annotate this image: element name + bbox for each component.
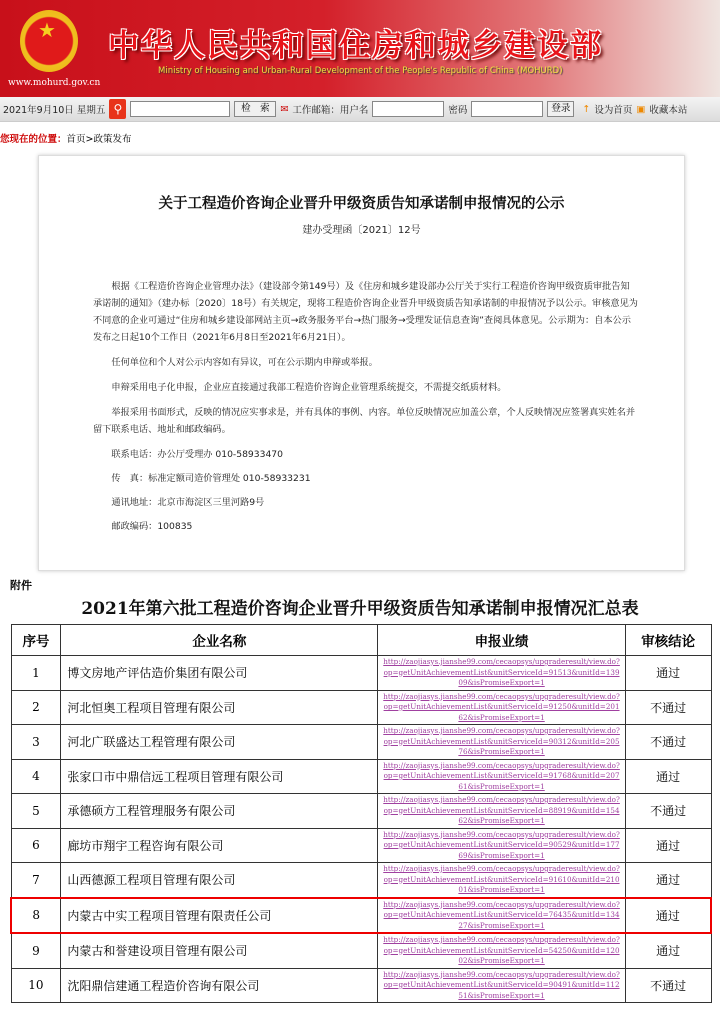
home-icon: ↑ xyxy=(582,103,591,115)
row-number: 9 xyxy=(11,933,61,968)
achievement-link[interactable]: http://zaojiasys.jianshe99.com/cecaopsys/upgraderesult/view.do?op=getUnitAchievementList&unitServiceId=88919&unitId=15462&isPromiseExport=1 xyxy=(378,794,625,829)
company-name: 沈阳鼎信建通工程造价咨询有限公司 xyxy=(61,968,378,1003)
contact-fax: 传 真：标准定额司造价管理处 010-58933231 xyxy=(111,473,311,484)
toolbar xyxy=(0,97,720,122)
notice-number: 建办受理函〔2021〕12号 xyxy=(302,225,421,236)
review-result: 通过 xyxy=(625,863,711,898)
row-number: 10 xyxy=(11,968,61,1003)
row-number: 8 xyxy=(11,898,61,934)
summary-title: 2021年第六批工程造价咨询企业晋升甲级资质告知承诺制申报情况汇总表 xyxy=(81,599,639,619)
row-number: 2 xyxy=(11,690,61,725)
breadcrumb xyxy=(0,131,131,145)
search-input[interactable] xyxy=(130,101,230,117)
row-number: 7 xyxy=(11,863,61,898)
contact-postcode: 邮政编码：100835 xyxy=(111,521,193,532)
company-name: 张家口市中鼎信远工程项目管理有限公司 xyxy=(61,759,378,794)
contact-phone: 联系电话：办公厅受理办 010-58933470 xyxy=(111,449,283,460)
national-emblem-logo: ★ xyxy=(20,10,78,72)
review-result: 不通过 xyxy=(625,725,711,760)
achievement-link[interactable]: http://zaojiasys.jianshe99.com/cecaopsys/upgraderesult/view.do?op=getUnitAchievementList&unitServiceId=91250&unitId=20162&isPromiseExport=1 xyxy=(378,690,625,725)
table-row xyxy=(11,968,711,1003)
company-name: 内蒙古和誉建设项目管理有限公司 xyxy=(61,933,378,968)
table-row xyxy=(11,656,711,691)
row-number: 6 xyxy=(11,828,61,863)
bookmark-icon: ▣ xyxy=(636,103,646,115)
search-icon[interactable]: ⚲ xyxy=(109,99,126,119)
paragraph: 申辩采用电子化申报，企业应直接通过我部工程造价咨询企业管理系统提交，不需提交纸质材料。 xyxy=(111,382,507,393)
row-number: 4 xyxy=(11,759,61,794)
company-name: 博文房地产评估造价集团有限公司 xyxy=(61,656,378,691)
site-url: www.mohurd.gov.cn xyxy=(8,78,101,88)
review-result: 通过 xyxy=(625,898,711,934)
column-header-achievement: 申报业绩 xyxy=(378,625,625,656)
company-name: 河北恒奥工程项目管理有限公司 xyxy=(61,690,378,725)
breadcrumb-label: 您现在的位置： xyxy=(0,134,67,145)
achievement-link[interactable]: http://zaojiasys.jianshe99.com/cecaopsys/upgraderesult/view.do?op=getUnitAchievementList&unitServiceId=90529&unitId=17769&isPromiseExport=1 xyxy=(378,828,625,863)
company-name: 承德硕方工程管理服务有限公司 xyxy=(61,794,378,829)
row-number: 1 xyxy=(11,656,61,691)
paragraph: 任何单位和个人对公示内容如有异议，可在公示期内申辩或举报。 xyxy=(111,357,378,368)
password-label: 密码 xyxy=(448,105,468,116)
achievement-link[interactable]: http://zaojiasys.jianshe99.com/cecaopsys/upgraderesult/view.do?op=getUnitAchievementList&unitServiceId=54250&unitId=12002&isPromiseExport=1 xyxy=(378,933,625,968)
breadcrumb-path[interactable]: 首页>政策发布 xyxy=(66,134,132,145)
mail-username-label: 工作邮箱：用户名 xyxy=(292,105,369,116)
column-header-company: 企业名称 xyxy=(61,625,378,656)
review-result: 不通过 xyxy=(625,968,711,1003)
company-name: 山西德源工程项目管理有限公司 xyxy=(61,863,378,898)
achievement-link[interactable]: http://zaojiasys.jianshe99.com/cecaopsys/upgraderesult/view.do?op=getUnitAchievementList&unitServiceId=91610&unitId=21001&isPromiseExport=1 xyxy=(378,863,625,898)
review-result: 通过 xyxy=(625,933,711,968)
review-result: 通过 xyxy=(625,759,711,794)
achievement-link[interactable]: http://zaojiasys.jianshe99.com/cecaopsys/upgraderesult/view.do?op=getUnitAchievementList&unitServiceId=90312&unitId=20576&isPromiseExport=1 xyxy=(378,725,625,760)
table-row xyxy=(11,725,711,760)
attachment-label: 附件 xyxy=(10,579,32,592)
table-row xyxy=(11,759,711,794)
site-title-en: Ministry of Housing and Urban-Rural Development of the People's Republic of China (MOHURD) xyxy=(158,66,563,76)
set-homepage-link[interactable]: 设为首页 xyxy=(594,105,633,116)
table-row xyxy=(11,863,711,898)
mail-icon: ✉ xyxy=(280,103,289,115)
achievement-link[interactable]: http://zaojiasys.jianshe99.com/cecaopsys/upgraderesult/view.do?op=getUnitAchievementList&unitServiceId=91768&unitId=20761&isPromiseExport=1 xyxy=(378,759,625,794)
table-row xyxy=(11,828,711,863)
company-name: 廊坊市翔宇工程咨询有限公司 xyxy=(61,828,378,863)
company-name: 内蒙古中实工程项目管理有限责任公司 xyxy=(61,898,378,934)
column-header-no: 序号 xyxy=(11,625,61,656)
table-row xyxy=(11,794,711,829)
table-row xyxy=(11,690,711,725)
review-result: 通过 xyxy=(625,828,711,863)
achievement-link[interactable]: http://zaojiasys.jianshe99.com/cecaopsys/upgraderesult/view.do?op=getUnitAchievementList&unitServiceId=76435&unitId=13427&isPromiseExport=1 xyxy=(378,898,625,934)
login-button[interactable]: 登录 xyxy=(547,101,574,117)
row-number: 5 xyxy=(11,794,61,829)
paragraph: 举报采用书面形式，反映的情况应实事求是，并有具体的事例、内容。单位反映情况应加盖公章，个人反映情况应签署真实姓名并留下联系电话、地址和邮政编码。 xyxy=(93,407,636,435)
row-number: 3 xyxy=(11,725,61,760)
achievement-link[interactable]: http://zaojiasys.jianshe99.com/cecaopsys/upgraderesult/view.do?op=getUnitAchievementList&unitServiceId=90491&unitId=11251&isPromiseExport=1 xyxy=(378,968,625,1003)
table-row xyxy=(11,898,711,934)
current-date: 2021年9月10日 星期五 xyxy=(3,105,106,116)
achievement-link[interactable]: http://zaojiasys.jianshe99.com/cecaopsys/upgraderesult/view.do?op=getUnitAchievementList&unitServiceId=91513&unitId=13909&isPromiseExport=1 xyxy=(378,656,625,691)
password-input[interactable] xyxy=(471,101,543,117)
username-input[interactable] xyxy=(372,101,444,117)
site-title-cn: 中华人民共和国住房和城乡建设部 xyxy=(108,28,603,64)
summary-table xyxy=(10,624,712,1003)
review-result: 不通过 xyxy=(625,794,711,829)
contact-address: 通讯地址：北京市海淀区三里河路9号 xyxy=(111,497,265,508)
review-result: 通过 xyxy=(625,656,711,691)
bookmark-link[interactable]: 收藏本站 xyxy=(649,105,688,116)
paragraph: 根据《工程造价咨询企业管理办法》（建设部令第149号）及《住房和城乡建设部办公厅关于实行工程造价咨询甲级资质审批告知承诺制的通知》（建办标〔2020〕18号）有关规定，现将工程造价咨询企业晋升甲级资质告知承诺制的申报情况予以公示。审核意见为不同意的企业可通过“住房和城乡建设部网站主页→政务服务平台→热门服务→受理发证信息查询”查阅具体意见。公示期为：自本公示发布之日起10个工作日（2021年6月8日至2021年6月21日）。 xyxy=(93,281,638,343)
notice-body xyxy=(93,278,638,542)
review-result: 不通过 xyxy=(625,690,711,725)
notice-title: 关于工程造价咨询企业晋升甲级资质告知承诺制申报情况的公示 xyxy=(158,196,565,212)
notice-document xyxy=(38,155,685,571)
column-header-result: 审核结论 xyxy=(625,625,711,656)
search-button[interactable]: 检 索 xyxy=(234,101,276,117)
site-header xyxy=(0,0,720,97)
company-name: 河北广联盛达工程管理有限公司 xyxy=(61,725,378,760)
table-row xyxy=(11,933,711,968)
